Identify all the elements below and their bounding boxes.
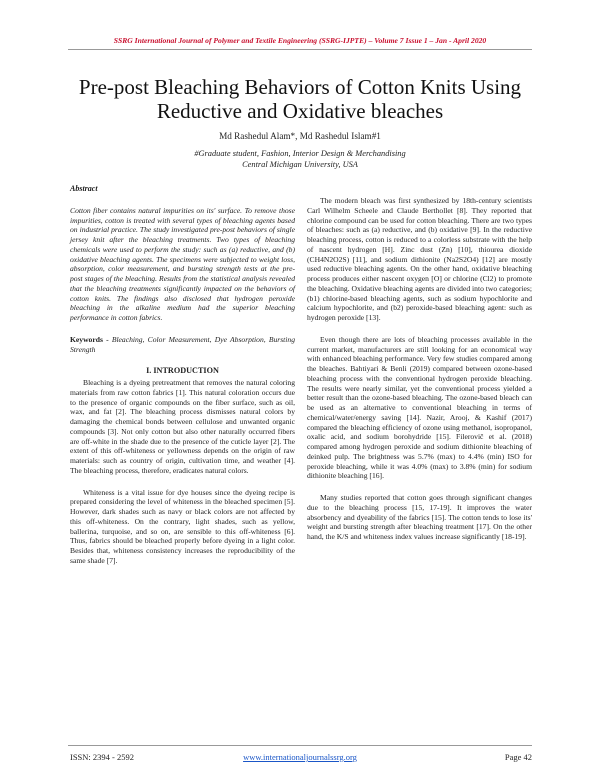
right-paragraph-2: Even though there are lots of bleaching processes available in the current market, manufacturers are still looking for an economical way with enhanced bleaching performance. Very few studies compared among the bleaches. Bahtiyari & Benli (2019) compared between ozone-based bleaching process with the conventional hydrogen peroxide bleaching. The results were nearly similar, yet the conventional process yielded a better result than the ozone-based bleaching. The ozone-based bleach can be used as an alternative to conventional bleaching in terms of chemical/water/energy saving [14]. Nazir, Arooj, & Kashif (2017) compared the bleaching efficiency of ozone using methanol, isopropanol, oxalic acid, and sodium borohydride [15]. Filerovič et al. (2018) compared among hydrogen peroxide and sodium dithionite bleaching of deinked pulp. The brightness was 5.7% (max) to 4.4% (min) ISO for peroxide bleaching, while it was 4.0% (max) to 3.8% (min) for sodium dithionite bleaching [16]. bbox=[307, 334, 532, 481]
intro-paragraph-1: Bleaching is a dyeing pretreatment that removes the natural coloring materials from raw cotton fabrics [1]. This natural coloration occurs due to the presence of organic compounds on the fiber surface, such as oil, wax, and fat [2]. The bleaching process dismisses natural colors by damaging the chemical bonds between cellulose and unwanted organic compounds [3]. Not only cotton but also other naturally occurred fibers are off-white in the shade due to the presence of the cuticle layer [2]. The extent of this off-whiteness or yellowness depends on the origin of raw materials: such as country of origin, cultivation time, and weather [4]. The bleaching process, therefore, eradicates natural colors. bbox=[70, 378, 295, 475]
header-rule bbox=[68, 49, 532, 50]
footer-issn: ISSN: 2394 - 2592 bbox=[70, 752, 134, 762]
footer-page-number: Page 42 bbox=[504, 752, 532, 762]
left-column bbox=[70, 184, 295, 578]
abstract-text: Cotton fiber contains natural impurities on its' surface. To remove those impurities, cotton is treated with several types of bleaching agents based on industrial practice. The study investigated pre-post behaviors of single jersey knit after the bleaching treatments. Two types of bleaching chemicals were used to perform the study: such as (a) reductive, and (b) oxidative bleaching agents. The specimens were subjected to weight loss, absorption, color measurement, and bursting strength tests at the pre-post stages of the bleaching. Results from the statistical analysis revealed that the bleaching treatments significantly impacted on the behaviors of cotton knits. The findings also disclosed that hydrogen peroxide bleaching in the alkaline medium had the superior bleaching performance in cotton fabrics. bbox=[70, 205, 295, 322]
footer-url-link[interactable]: www.internationaljournalssrg.org bbox=[243, 752, 357, 762]
keywords bbox=[70, 335, 295, 355]
right-paragraph-3: Many studies reported that cotton goes through significant changes due to the bleaching process [15, 17-19]. It improves the water absorbency and dyeability of the fabrics [15]. The cotton tends to lose its' weight and bursting strength after bleaching treatment [17]. On the other hand, the K/S and whiteness index values increase significantly [18-19]. bbox=[307, 493, 532, 541]
abstract-heading: Abstract bbox=[70, 184, 98, 193]
keywords-label: Keywords - bbox=[70, 334, 112, 344]
journal-header: SSRG International Journal of Polymer and Textile Engineering (SSRG-IJPTE) – Volume 7 Issue 1 – Jan - April 2020 bbox=[113, 36, 487, 45]
affiliation bbox=[0, 148, 600, 170]
footer-rule bbox=[68, 745, 532, 746]
authors: Md Rashedul Alam*, Md Rashedul Islam#1 bbox=[219, 131, 381, 141]
right-column bbox=[307, 184, 532, 554]
keywords-text: Bleaching, Color Measurement, Dye Absorption, Bursting Strength bbox=[70, 334, 295, 354]
section-heading-introduction: I. INTRODUCTION bbox=[146, 366, 219, 376]
affiliation-line1: #Graduate student, Fashion, Interior Design & Merchandising bbox=[194, 149, 406, 158]
right-paragraph-1: The modern bleach was first synthesized by 18th-century scientists Carl Wilhelm Scheele and Claude Berthollet [8]. They reported that chlorine compound can be used for cotton bleaching. There are two types of bleaches: such as (a) reductive, and (b) oxidative [9]. In the reductive bleaching process, cotton is reduced to a colorless substrate with the help of nascent hydrogen [H]. Zinc dust (Zn) [10], thiourea dioxide (CH4N2O2S) [11], and sodium dithionite (Na2S2O4) [12] are mostly used reductive bleaching agents. On the other hand, oxidative bleaching process produces either nascent oxygen [O] or chlorine (Cl2) to promote the bleaching. Oxidative bleaching agents are divided into two categories; (b1) chlorine-based bleaching agents, such as sodium hypochlorite and calcium hypochlorite, and (b2) peroxide-based bleaching agent: such as hydrogen peroxide [13]. bbox=[307, 196, 532, 322]
affiliation-line2: Central Michigan University, USA bbox=[242, 160, 358, 169]
paper-title: Pre-post Bleaching Behaviors of Cotton Knits Using Reductive and Oxidative bleaches bbox=[78, 75, 522, 123]
intro-paragraph-2: Whiteness is a vital issue for dye houses since the dyeing recipe is prepared considering the level of whiteness in the bleached specimen [5]. However, dark shades such as navy or black colors are not affected by this off-whiteness. On the contrary, light shades, such as yellow, ballerina, turquoise, and so on, are sensible to this off-whiteness [6]. Thus, fabrics should be bleached properly before dyeing in a light color. Besides that, whiteness consistency increases the reproducibility of the same shade [7]. bbox=[70, 487, 295, 565]
